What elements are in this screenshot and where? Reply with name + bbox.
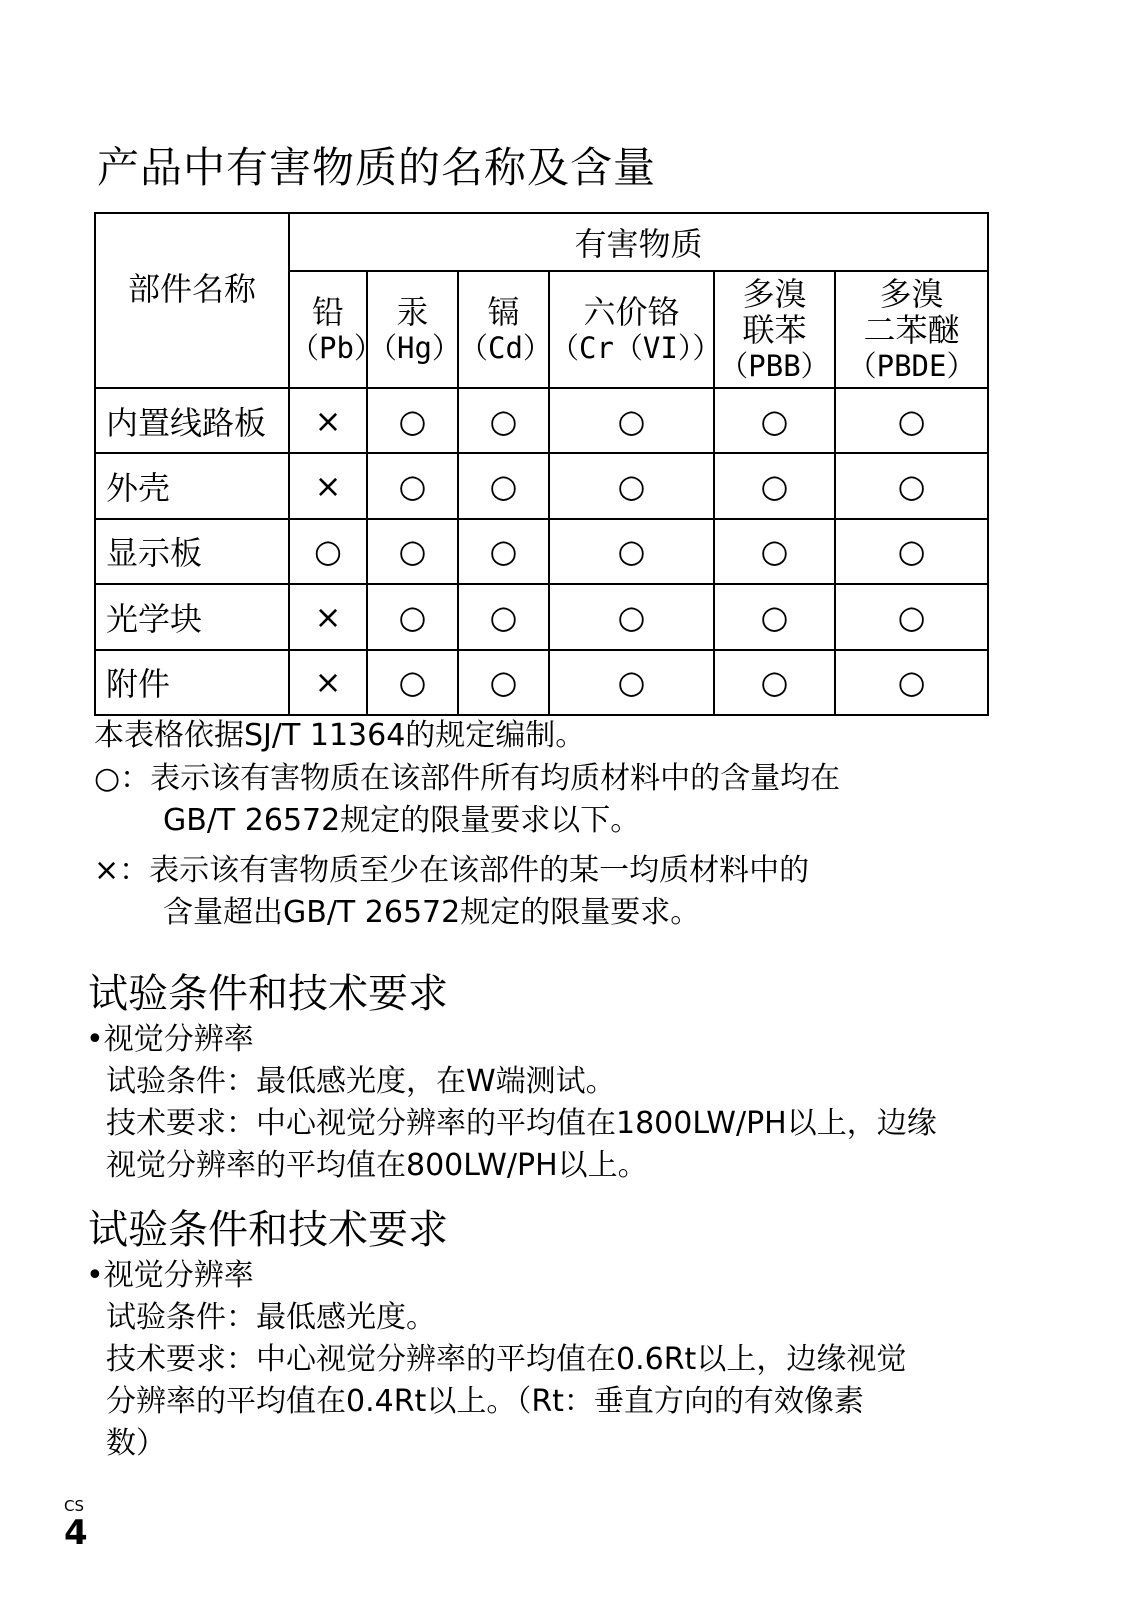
substance-symbol: （Cd） [459,330,552,365]
compliance-mark-cell: × [289,650,367,715]
substance-symbol: （Hg） [368,330,461,365]
compliance-mark-cell: ○ [714,453,835,518]
compliance-mark-cell: ○ [458,650,549,715]
compliance-mark-cell: ○ [549,519,714,584]
compliance-mark-cell: ○ [549,584,714,649]
substance-name-line2: 联苯 [742,310,807,349]
compliance-mark-cell: × [289,453,367,518]
body-line: 数） [106,1426,166,1461]
table-row [95,584,988,649]
compliance-mark-cell: ○ [714,519,835,584]
page-number: 4 [64,1513,88,1553]
substance-name: 多溴 [879,274,944,313]
language-code: CS [64,1497,84,1515]
section-title: 试验条件和技术要求 [88,971,448,1017]
circle-note-line2: GB/T 26572规定的限量要求以下。 [163,803,641,838]
part-name-cell: 附件 [95,650,289,715]
table-row [95,519,988,584]
substance-header-cell [367,271,461,388]
substance-name: 镉 [487,292,520,331]
part-name-header: 部件名称 [95,213,289,388]
compliance-mark-cell: ○ [549,388,714,453]
bullet-item: •视觉分辨率 [86,1258,254,1293]
body-line: 试验条件：最低感光度。 [106,1300,436,1335]
substance-header-cell [289,271,383,388]
part-name-cell: 外壳 [95,453,289,518]
body-line: 技术要求：中心视觉分辨率的平均值在0.6Rt以上，边缘视觉 [106,1342,907,1377]
part-name-cell: 光学块 [95,584,289,649]
compliance-mark-cell: ○ [367,453,458,518]
cross-note-line1: ×：表示该有害物质至少在该部件的某一均质材料中的 [94,853,810,888]
compliance-mark-cell: ○ [458,388,549,453]
substance-header-cell [714,271,835,388]
substance-header: 有害物质 [289,213,988,271]
compliance-mark-cell: × [289,388,367,453]
body-line: 技术要求：中心视觉分辨率的平均值在1800LW/PH以上，边缘 [106,1106,937,1141]
compliance-mark-cell: ○ [367,650,458,715]
substance-symbol: （Pb） [290,330,383,365]
compliance-mark-cell: ○ [367,388,458,453]
page-title: 产品中有害物质的名称及含量 [97,143,657,192]
compliance-mark-cell: ○ [835,584,988,649]
table-basis-note: 本表格依据SJ/T 11364的规定编制。 [94,718,586,753]
compliance-mark-cell: ○ [835,388,988,453]
section-title: 试验条件和技术要求 [88,1207,448,1253]
table-row [95,388,988,453]
compliance-mark-cell: ○ [835,519,988,584]
bullet-item: •视觉分辨率 [86,1022,254,1057]
compliance-mark-cell: ○ [289,519,367,584]
part-name-cell: 内置线路板 [95,388,289,453]
compliance-mark-cell: ○ [367,584,458,649]
substance-header-cell [835,271,988,388]
compliance-mark-cell: ○ [835,650,988,715]
substance-symbol: （Cr（VI）） [550,330,722,365]
compliance-mark-cell: ○ [714,650,835,715]
cross-note-line2: 含量超出GB/T 26572规定的限量要求。 [163,895,701,930]
substance-name: 铅 [311,292,344,331]
substance-symbol: （PBDE） [847,348,976,383]
compliance-mark-cell: ○ [458,519,549,584]
substance-header-cell [458,271,552,388]
compliance-mark-cell: ○ [458,584,549,649]
compliance-mark-cell: ○ [549,650,714,715]
hazardous-substance-table [94,212,989,716]
compliance-mark-cell: × [289,584,367,649]
compliance-mark-cell: ○ [367,519,458,584]
substance-header-cell [549,271,722,388]
body-line: 视觉分辨率的平均值在800LW/PH以上。 [106,1148,648,1183]
substance-name-line2: 二苯醚 [863,310,960,349]
compliance-mark-cell: ○ [835,453,988,518]
table-row [95,650,988,715]
compliance-mark-cell: ○ [549,453,714,518]
circle-note-line1: ○：表示该有害物质在该部件所有均质材料中的含量均在 [94,761,841,796]
body-line: 分辨率的平均值在0.4Rt以上。（Rt：垂直方向的有效像素 [106,1384,864,1419]
substance-symbol: （PBB） [719,348,830,383]
compliance-mark-cell: ○ [458,453,549,518]
compliance-mark-cell: ○ [714,584,835,649]
substance-name: 六价铬 [583,292,680,331]
substance-name: 汞 [396,292,429,331]
body-line: 试验条件：最低感光度，在W端测试。 [106,1064,616,1099]
table-row [95,453,988,518]
part-name-cell: 显示板 [95,519,289,584]
compliance-mark-cell: ○ [714,388,835,453]
substance-name: 多溴 [742,274,807,313]
